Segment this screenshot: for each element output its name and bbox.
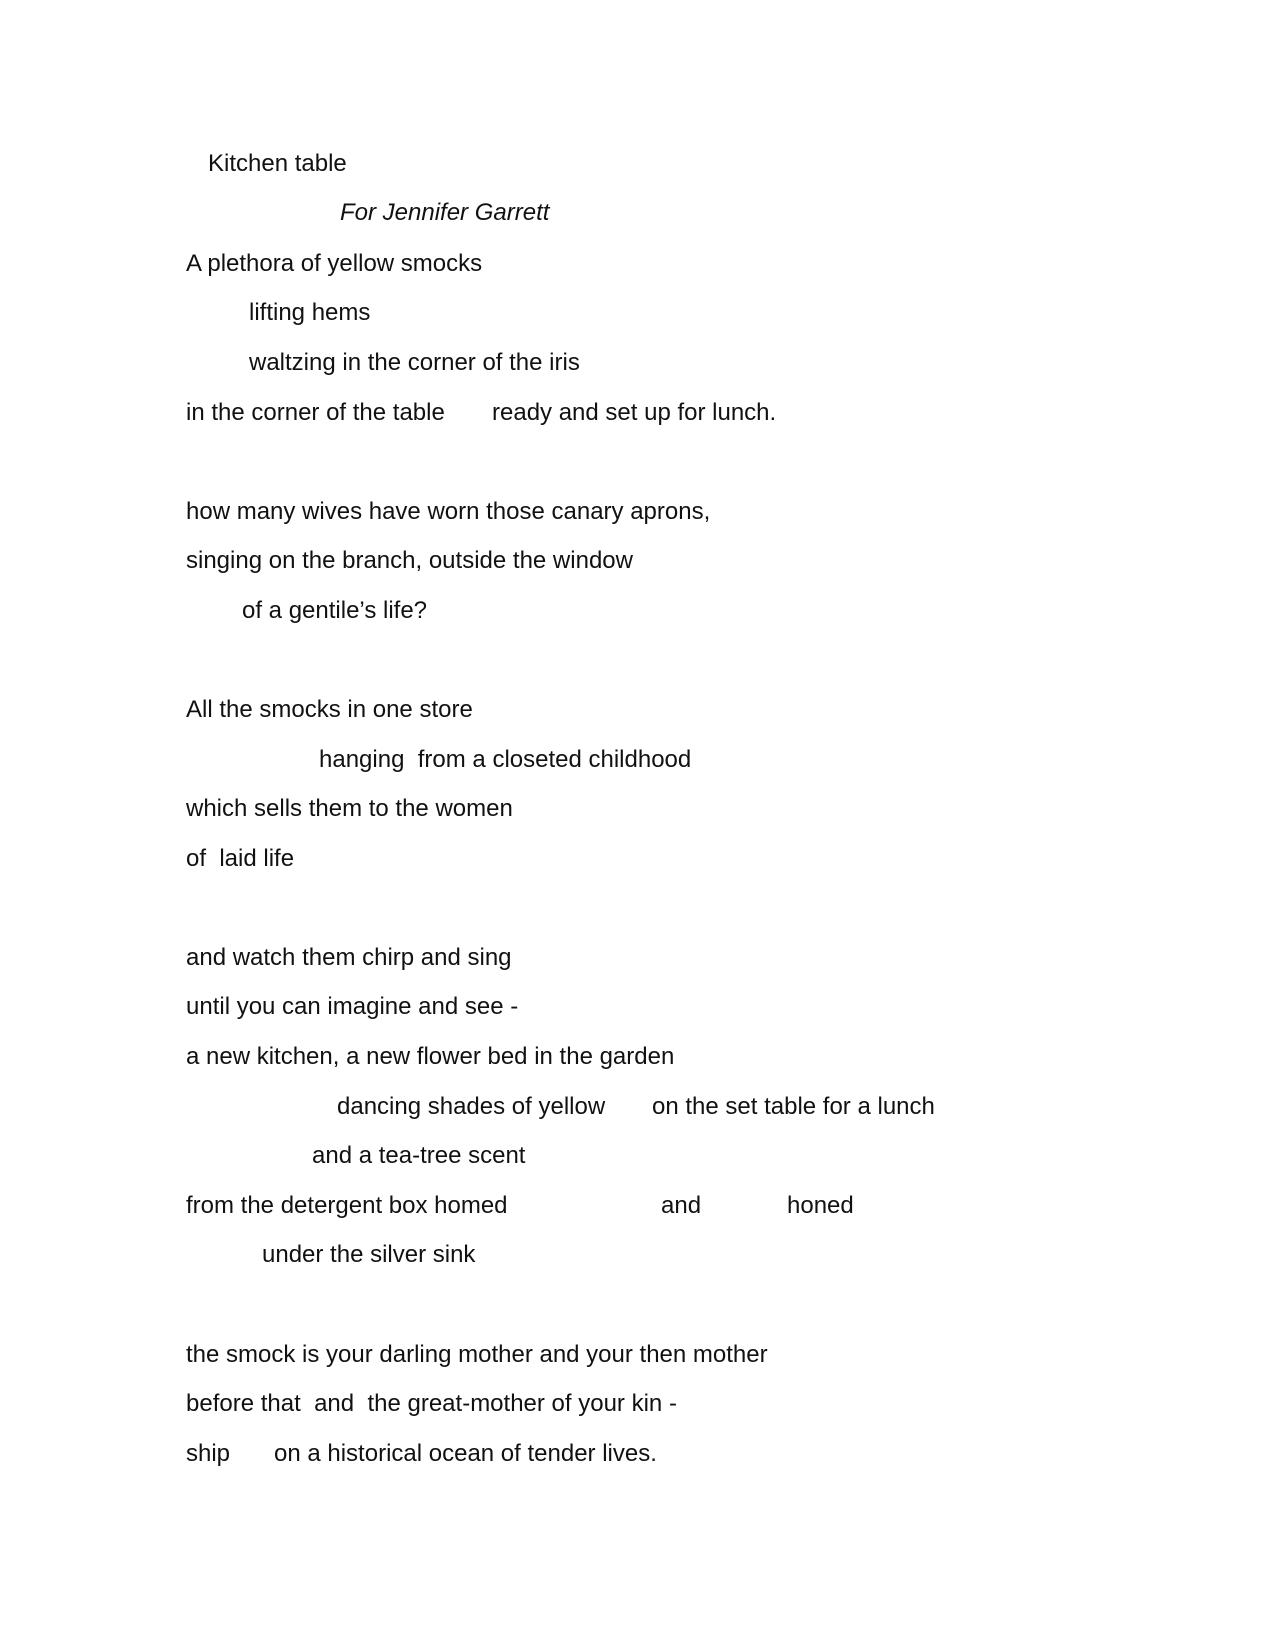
- poem-line-continuation: ready and set up for lunch.: [492, 399, 777, 426]
- poem-line: waltzing in the corner of the iris: [249, 349, 580, 376]
- poem-line: a new kitchen, a new flower bed in the garden: [186, 1043, 675, 1070]
- poem-line: and a tea-tree scent: [312, 1142, 526, 1169]
- poem-line: ship: [186, 1440, 231, 1467]
- poem-line: from the detergent box homed: [186, 1192, 508, 1219]
- poem-line: until you can imagine and see -: [186, 993, 519, 1020]
- poem-line: in the corner of the table: [186, 399, 445, 426]
- poem-title: Kitchen table: [208, 150, 347, 177]
- poem-line: the smock is your darling mother and your then mother: [186, 1341, 768, 1368]
- poem-line: dancing shades of yellow: [337, 1093, 606, 1120]
- poem-line: under the silver sink: [262, 1241, 476, 1268]
- poem-line-continuation: on the set table for a lunch: [652, 1093, 935, 1120]
- poem-line: lifting hems: [249, 299, 371, 326]
- poem-line: and watch them chirp and sing: [186, 944, 512, 971]
- poem-line: of laid life: [186, 845, 295, 872]
- poem-line: hanging from a closeted childhood: [319, 746, 692, 773]
- poem-line: before that and the great-mother of your kin -: [186, 1390, 677, 1417]
- poem-line: of a gentile’s life?: [242, 597, 428, 624]
- poem-line: A plethora of yellow smocks: [186, 250, 483, 277]
- poem-line-continuation: honed: [787, 1192, 854, 1219]
- poem-dedication: For Jennifer Garrett: [340, 199, 550, 226]
- poem-line: which sells them to the women: [186, 795, 513, 822]
- poem-line-continuation: and: [661, 1192, 702, 1219]
- poem-line-continuation: on a historical ocean of tender lives.: [274, 1440, 657, 1467]
- poem-line: singing on the branch, outside the window: [186, 547, 633, 574]
- poem-line: All the smocks in one store: [186, 696, 473, 723]
- poem-line: how many wives have worn those canary aprons,: [186, 498, 711, 525]
